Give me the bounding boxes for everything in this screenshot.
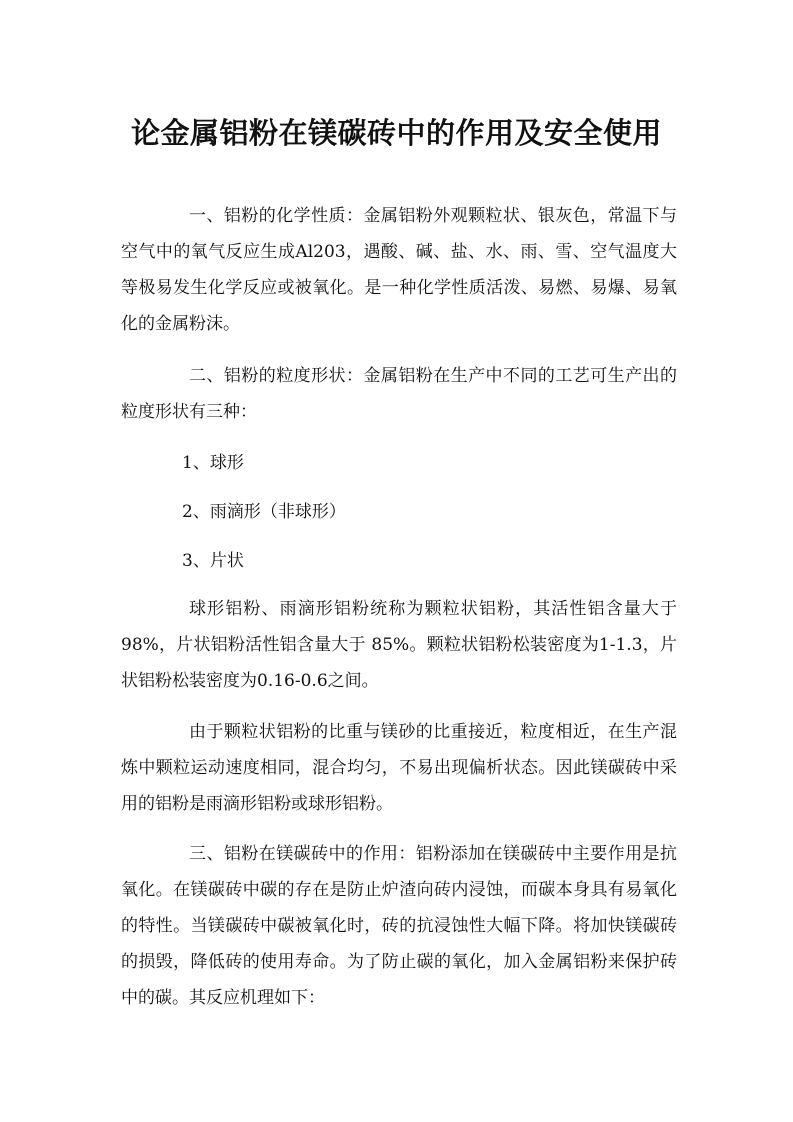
paragraph-chemical-properties: 一、铝粉的化学性质：金属铝粉外观颗粒状、银灰色，常温下与空气中的氧气反应生成Al203，遇酸、碱、盐、水、雨、雪、空气温度大等极易发生化学反应或被氧化。是一种化学性质活泼、易燃、易爆、易氧化的金属粉沫。 <box>121 206 677 334</box>
paragraph-role-in-brick: 三、铝粉在镁碳砖中的作用：铝粉添加在镁碳砖中主要作用是抗氧化。在镁碳砖中碳的存在是防止炉渣向砖内浸蚀，而碳本身具有易氧化的特性。当镁碳砖中碳被氧化时，砖的抗浸蚀性大幅下降。将加快镁碳砖的损毁，降低砖的使用寿命。为了防止碳的氧化，加入金属铝粉来保护砖中的碳。其反应机理如下： <box>121 844 677 1008</box>
list-item-raindrop: 2、雨滴形（非球形） <box>182 502 346 522</box>
paragraph-particle-shape: 二、铝粉的粒度形状：金属铝粉在生产中不同的工艺可生产出的粒度形状有三种： <box>121 366 677 422</box>
paragraph-density-comparison: 由于颗粒状铝粉的比重与镁砂的比重接近，粒度相近，在生产混炼中颗粒运动速度相同，混合均匀，不易出现偏析状态。因此镁碳砖中采用的铝粉是雨滴形铝粉或球形铝粉。 <box>121 722 677 814</box>
list-item-flake: 3、片状 <box>182 551 244 571</box>
document-title: 论金属铝粉在镁碳砖中的作用及安全使用 <box>130 116 662 151</box>
list-item-spherical: 1、球形 <box>182 453 244 473</box>
paragraph-active-aluminum: 球形铝粉、雨滴形铝粉统称为颗粒状铝粉，其活性铝含量大于 98%，片状铝粉活性铝含量大于 85%。颗粒状铝粉松装密度为1-1.3，片状铝粉松装密度为0.16-0.6之间。 <box>121 599 677 691</box>
